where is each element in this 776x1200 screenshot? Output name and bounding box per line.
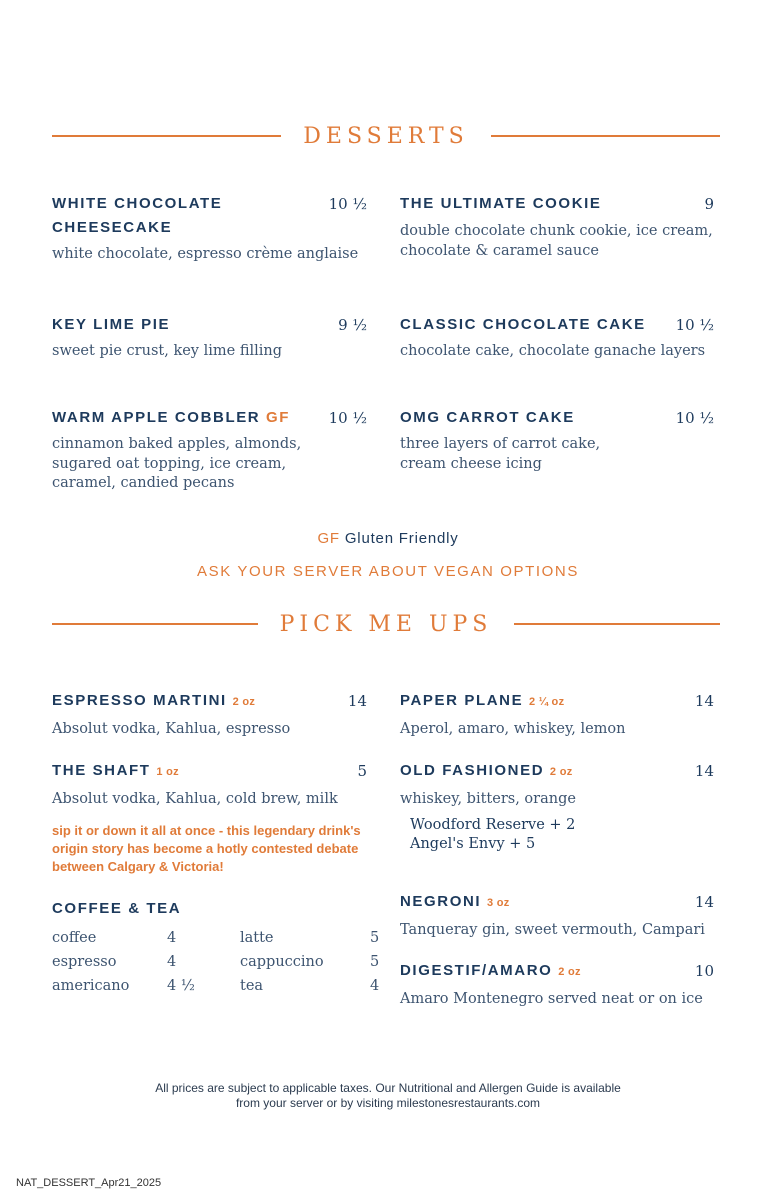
item-description: double chocolate chunk cookie, ice cream,: [400, 223, 713, 239]
drink-name: espresso: [52, 954, 117, 970]
item-size: 1 oz: [156, 766, 179, 778]
item-name-line2: CHEESECAKE: [52, 219, 173, 236]
item-description-line2: chocolate & caramel sauce: [400, 242, 599, 259]
upgrade-option: Woodford Reserve + 2: [410, 816, 576, 833]
divider: [491, 135, 720, 137]
item-size: 2 oz: [558, 966, 581, 978]
item-description: Tanqueray gin, sweet vermouth, Campari: [400, 922, 705, 938]
vegan-note: ASK YOUR SERVER ABOUT VEGAN OPTIONS: [197, 563, 579, 580]
story-line: sip it or down it all at once - this legendary drink's: [52, 823, 361, 838]
item-description: chocolate cake, chocolate ganache layers: [400, 343, 706, 359]
item-price: 10 ½: [675, 316, 714, 334]
item-name: ESPRESSO MARTINI: [52, 692, 227, 709]
drink-name: cappuccino: [240, 954, 324, 970]
item-description: white chocolate, espresso crème anglaise: [52, 246, 359, 262]
coffee-tea-row: [52, 950, 379, 974]
item-name: THE SHAFT: [52, 762, 151, 779]
story-line: between Calgary & Victoria!: [52, 859, 224, 874]
divider: [52, 135, 281, 137]
item-description: whiskey, bitters, orange: [400, 791, 576, 807]
section-title: DESSERTS: [303, 123, 469, 149]
item-price: 9: [704, 195, 714, 213]
item-name: NEGRONI: [400, 893, 482, 910]
footer-line: from your server or by visiting milestonesrestaurants.com: [235, 1096, 541, 1110]
story-line: origin story has become a hotly contested debate: [52, 841, 359, 856]
item-size: 2 oz: [232, 696, 256, 708]
item-description: three layers of carrot cake,: [400, 436, 601, 452]
drink-name: tea: [240, 978, 264, 994]
item-name: CLASSIC CHOCOLATE CAKE: [400, 316, 646, 333]
item-name: KEY LIME PIE: [52, 316, 171, 333]
drink-name: coffee: [52, 930, 97, 946]
coffee-tea-heading: COFFEE & TEA: [52, 900, 182, 917]
item-price: 14: [694, 893, 714, 911]
item-price: 14: [347, 692, 367, 710]
item-price: 5: [357, 762, 367, 780]
pickmeups-heading: [52, 612, 720, 636]
gf-label: Gluten Friendly: [344, 530, 459, 547]
drink-price: 4 ½: [167, 978, 195, 994]
item-description-line3: caramel, candied pecans: [52, 475, 235, 491]
item-description: sweet pie crust, key lime filling: [52, 343, 283, 359]
item-price: 10 ½: [328, 195, 367, 213]
drink-price: 4: [167, 954, 177, 970]
item-name: OLD FASHIONED: [400, 762, 545, 779]
item-name: WARM APPLE COBBLER: [52, 409, 261, 426]
footer-disclaimer: [0, 1081, 776, 1111]
item-name: WHITE CHOCOLATE: [52, 195, 223, 212]
item-name: DIGESTIF/AMARO: [400, 962, 553, 979]
item-size: 2 oz: [549, 766, 573, 778]
item-price: 10 ½: [675, 409, 714, 427]
section-title: PICK ME UPS: [279, 611, 493, 637]
drink-price: 5: [370, 930, 380, 946]
coffee-tea-row: [52, 974, 379, 998]
item-price: 14: [694, 692, 714, 710]
drink-price: 5: [370, 954, 380, 970]
drink-price: 4: [167, 930, 177, 946]
coffee-tea-row: [52, 926, 379, 950]
gf-badge: GF: [266, 409, 291, 426]
divider: [514, 623, 720, 625]
item-size: 3 oz: [487, 897, 510, 909]
item-size: 2 ¼ oz: [528, 696, 565, 708]
gf-tag: GF: [317, 530, 340, 547]
item-name: OMG CARROT CAKE: [400, 409, 575, 426]
item-name: PAPER PLANE: [400, 692, 524, 709]
coffee-tea-table: [52, 926, 379, 998]
upgrade-option: Angel's Envy + 5: [410, 836, 536, 852]
gf-legend: [0, 530, 776, 547]
item-description: Absolut vodka, Kahlua, espresso: [52, 721, 291, 737]
item-description: Absolut vodka, Kahlua, cold brew, milk: [52, 791, 338, 807]
item-price: 10 ½: [328, 409, 367, 427]
item-description-line2: cream cheese icing: [400, 455, 542, 472]
drink-name: americano: [52, 978, 130, 994]
item-price: 9 ½: [338, 316, 367, 334]
item-name: THE ULTIMATE COOKIE: [400, 195, 602, 212]
item-description: cinnamon baked apples, almonds,: [52, 436, 302, 452]
document-code: NAT_DESSERT_Apr21_2025: [16, 1177, 162, 1189]
desserts-heading: [52, 124, 720, 148]
divider: [52, 623, 258, 625]
footer-line: All prices are subject to applicable taxes. Our Nutritional and Allergen Guide is available: [155, 1081, 621, 1095]
item-description: Amaro Montenegro served neat or on ice: [400, 991, 703, 1007]
item-description: Aperol, amaro, whiskey, lemon: [400, 721, 626, 737]
item-price: 14: [694, 762, 714, 780]
drink-price: 4: [370, 978, 380, 994]
drink-name: latte: [240, 930, 274, 946]
item-price: 10: [694, 962, 714, 980]
item-description-line2: sugared oat topping, ice cream,: [52, 455, 287, 472]
the-shaft-story: [52, 822, 372, 876]
